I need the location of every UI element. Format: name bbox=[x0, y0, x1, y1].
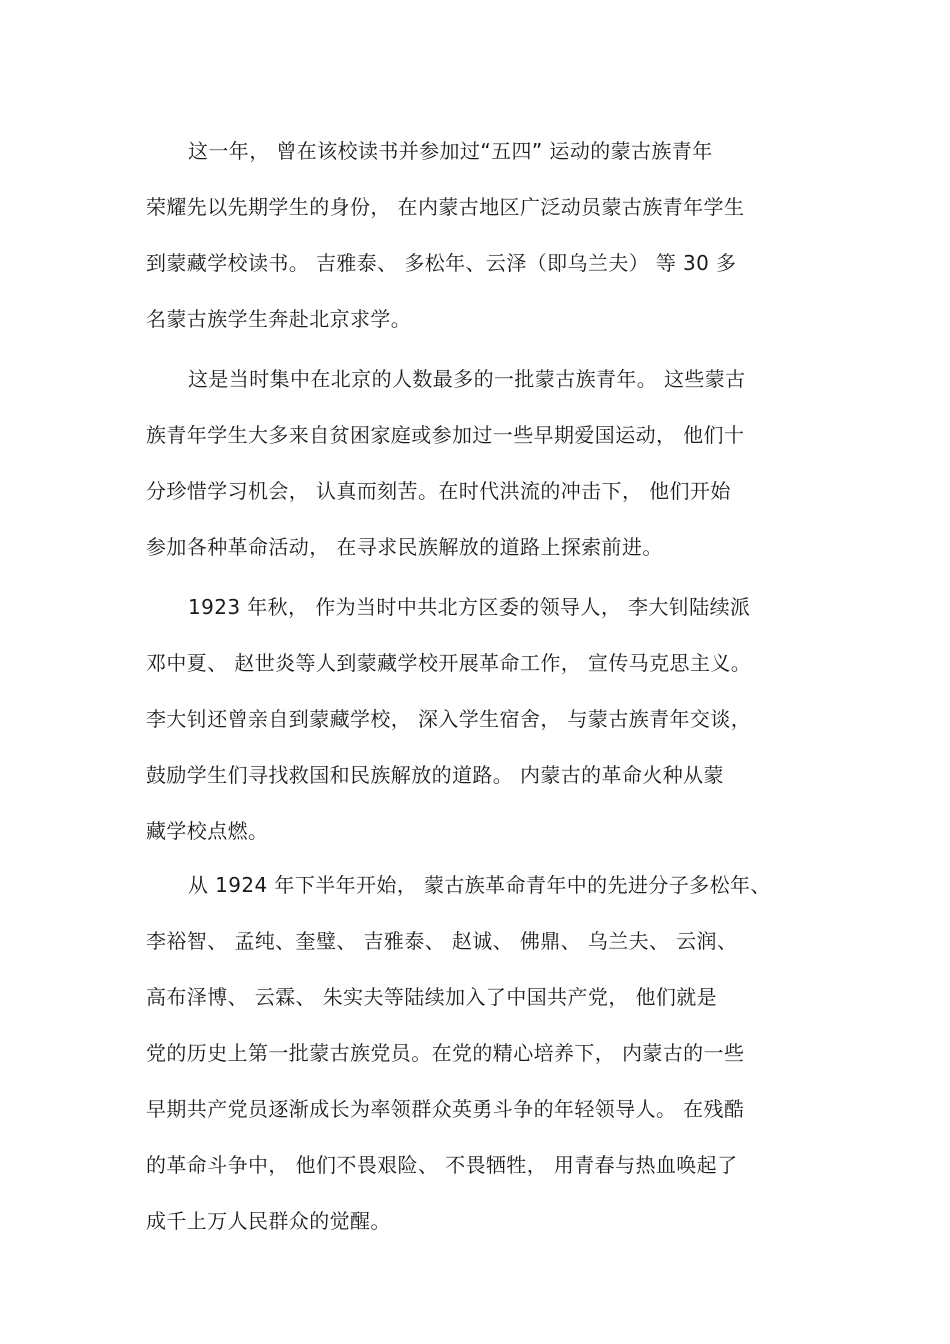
paragraph-1 bbox=[146, 123, 826, 347]
paragraph-line: 高布泽博、 云霖、 朱实夫等陆续加入了中国共产党， 他们就是 bbox=[146, 985, 718, 1009]
paragraph-line: 从 1924 年下半年开始， 蒙古族革命青年中的先进分子多松年、 bbox=[188, 873, 771, 897]
paragraph-3 bbox=[146, 579, 826, 859]
paragraph-line: 党的历史上第一批蒙古族党员。在党的精心培养下， 内蒙古的一些 bbox=[146, 1041, 745, 1065]
paragraph-line: 藏学校点燃。 bbox=[146, 819, 269, 843]
paragraph-line: 的革命斗争中， 他们不畏艰险、 不畏牺牲， 用青春与热血唤起了 bbox=[146, 1153, 738, 1177]
paragraph-line: 荣耀先以先期学生的身份， 在内蒙古地区广泛动员蒙古族青年学生 bbox=[146, 195, 745, 219]
paragraph-line: 成千上万人民群众的觉醒。 bbox=[146, 1209, 391, 1233]
paragraph-line: 这一年， 曾在该校读书并参加过“五四” 运动的蒙古族青年 bbox=[188, 139, 713, 163]
paragraph-line: 分珍惜学习机会， 认真而刻苦。在时代洪流的冲击下， 他们开始 bbox=[146, 479, 731, 503]
paragraph-2 bbox=[146, 351, 826, 575]
paragraph-line: 参加各种革命活动， 在寻求民族解放的道路上探索前进。 bbox=[146, 535, 663, 559]
paragraph-line: 早期共产党员逐渐成长为率领群众英勇斗争的年轻领导人。 在残酷 bbox=[146, 1097, 745, 1121]
paragraph-line: 李裕智、 孟纯、奎璧、 吉雅泰、 赵诚、 佛鼎、 乌兰夫、 云润、 bbox=[146, 929, 738, 953]
paragraph-line: 族青年学生大多来自贫困家庭或参加过一些早期爱国运动， 他们十 bbox=[146, 423, 745, 447]
paragraph-line: 这是当时集中在北京的人数最多的一批蒙古族青年。 这些蒙古 bbox=[188, 367, 746, 391]
paragraph-line: 到蒙藏学校读书。 吉雅泰、 多松年、云泽（即乌兰夫） 等 30 多 bbox=[146, 251, 737, 275]
paragraph-line: 邓中夏、 赵世炎等人到蒙藏学校开展革命工作， 宣传马克思主义。 bbox=[146, 651, 752, 675]
paragraph-line: 李大钊还曾亲自到蒙藏学校， 深入学生宿舍， 与蒙古族青年交谈， bbox=[146, 707, 752, 731]
paragraph-line: 1923 年秋， 作为当时中共北方区委的领导人， 李大钊陆续派 bbox=[188, 595, 751, 619]
paragraph-4 bbox=[146, 857, 826, 1249]
paragraph-line: 名蒙古族学生奔赴北京求学。 bbox=[146, 307, 412, 331]
paragraph-line: 鼓励学生们寻找救国和民族解放的道路。 内蒙古的革命火种从蒙 bbox=[146, 763, 724, 787]
